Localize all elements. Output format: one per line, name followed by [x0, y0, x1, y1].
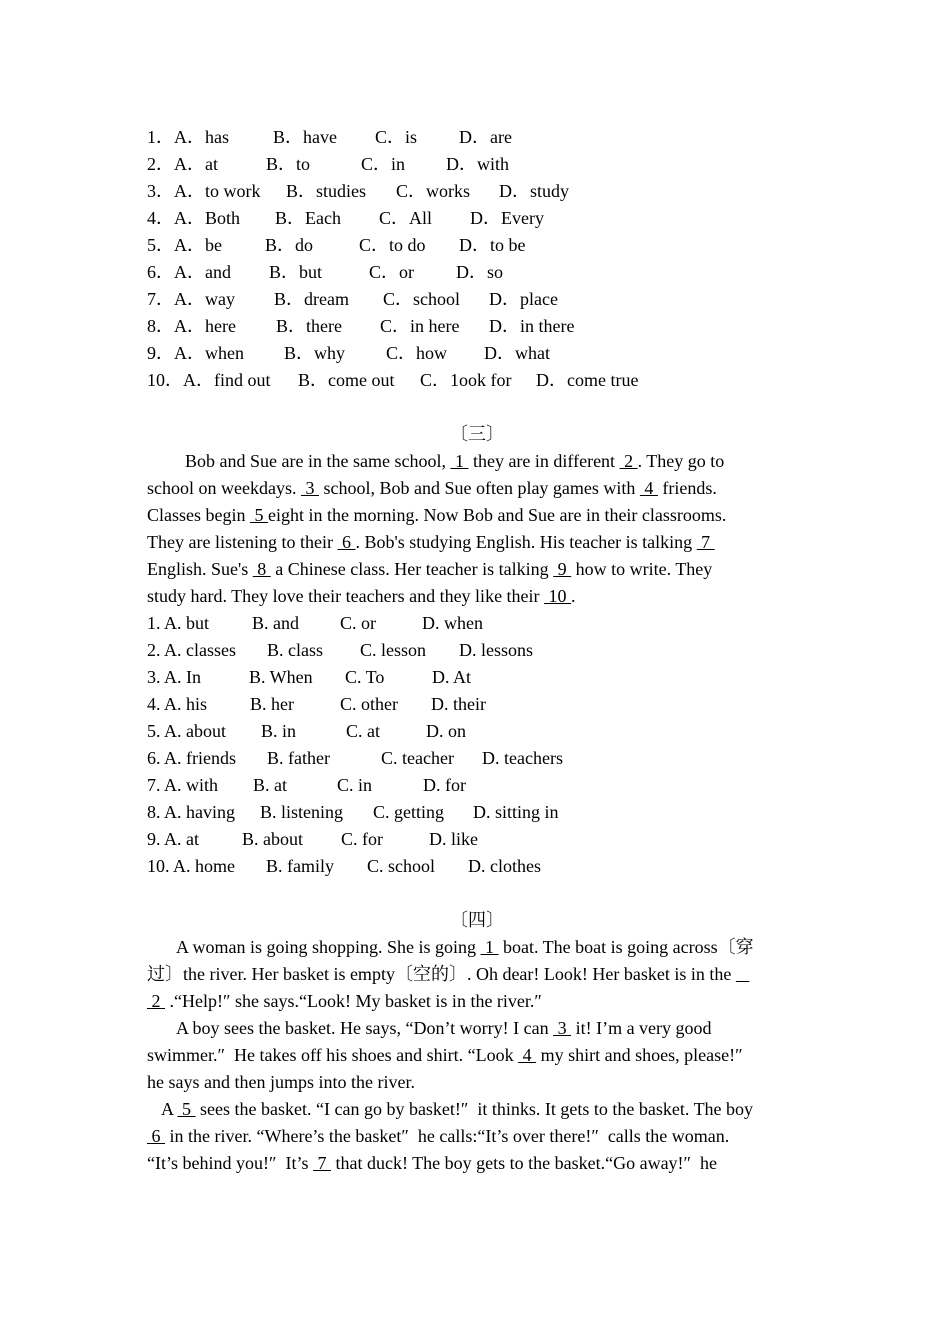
- option-choice: C．how: [386, 343, 448, 363]
- option-choice: B. and: [252, 613, 299, 633]
- blank-number: 9: [553, 559, 572, 579]
- option-choice: B．studies: [286, 181, 367, 201]
- option-choice: D．are: [459, 127, 512, 147]
- option-choice: C．school: [383, 289, 461, 309]
- spacer: [147, 880, 807, 907]
- blank-number: 10: [544, 586, 572, 606]
- option-choice: C. in: [337, 775, 373, 795]
- part3-option-row: [147, 853, 807, 880]
- option-choice: D. when: [422, 613, 483, 633]
- option-choice: 7. A. with: [147, 775, 219, 795]
- part2-option-row: [147, 313, 807, 340]
- option-choice: B. her: [250, 694, 294, 714]
- option-choice: 3. A. In: [147, 667, 201, 687]
- option-choice: B. in: [261, 721, 297, 741]
- option-choice: D．come true: [536, 370, 639, 390]
- part4-passage-line: [147, 961, 807, 988]
- blank-number: 6: [147, 1126, 165, 1146]
- passage-text: They are listening to their: [147, 532, 338, 552]
- passage-text: swimmer.″ He takes off his shoes and shirt. “Look: [147, 1045, 519, 1065]
- passage-text: my shirt and shoes, please!″: [536, 1045, 743, 1065]
- part3-option-row: [147, 691, 807, 718]
- option-choice: C．All: [379, 208, 433, 228]
- option-choice: D．in there: [489, 316, 575, 336]
- option-choice: C. other: [340, 694, 398, 714]
- option-choice: C．in: [361, 154, 406, 174]
- passage-text: . Bob's studying English. His teacher is talking: [355, 532, 697, 552]
- passage-text: in the river. “Where’s the basket″ he calls:“It’s over there!″ calls the woman.: [165, 1126, 730, 1146]
- option-choice: 1. A. but: [147, 613, 210, 633]
- passage-text: he says and then jumps into the river.: [147, 1072, 415, 1092]
- option-choice: 4. A. his: [147, 694, 208, 714]
- passage-text: A: [161, 1099, 178, 1119]
- option-choice: B. at: [253, 775, 287, 795]
- option-choice: 3．A．to work: [147, 181, 261, 201]
- option-choice: 9. A. at: [147, 829, 199, 849]
- option-choice: D. At: [432, 667, 472, 687]
- option-choice: C．in here: [380, 316, 460, 336]
- option-choice: C．1ook for: [420, 370, 512, 390]
- option-choice: B．have: [273, 127, 337, 147]
- option-choice: 5．A．be: [147, 235, 222, 255]
- option-choice: B. class: [267, 640, 323, 660]
- blank-number: 3: [300, 478, 319, 498]
- passage-text: how to write. They: [571, 559, 713, 579]
- part4-passage-line: [147, 1015, 807, 1042]
- option-choice: 8. A. having: [147, 802, 235, 822]
- option-choice: 4．A．Both: [147, 208, 241, 228]
- option-choice: C. teacher: [381, 748, 454, 768]
- part2-option-row: [147, 205, 807, 232]
- part3-option-row: [147, 664, 807, 691]
- part3-passage-line: [147, 556, 807, 583]
- option-choice: D. clothes: [468, 856, 541, 876]
- part4-passage: [147, 934, 807, 1177]
- option-choice: B．dream: [274, 289, 349, 309]
- part3-option-row: [147, 799, 807, 826]
- blank-number: 4: [518, 1045, 537, 1065]
- part3-options: [147, 610, 807, 880]
- blank-number: 8: [252, 559, 271, 579]
- part3-passage-line: [147, 502, 807, 529]
- passage-text: Bob and Sue are in the same school,: [185, 451, 451, 471]
- part4-passage-line: [147, 1123, 807, 1150]
- option-choice: B．why: [284, 343, 346, 363]
- passage-text: Classes begin: [147, 505, 250, 525]
- passage-text: school, Bob and Sue often play games with: [318, 478, 640, 498]
- passage-text: that duck! The boy gets to the basket.“Go away!″ he: [330, 1153, 718, 1173]
- part3-passage-line: [147, 448, 807, 475]
- option-choice: B. father: [267, 748, 330, 768]
- part2-option-row: [147, 124, 807, 151]
- option-choice: 10. A. home: [147, 856, 235, 876]
- passage-text: . They go to: [637, 451, 725, 471]
- option-choice: 7．A．way: [147, 289, 235, 309]
- option-choice: B. family: [266, 856, 334, 876]
- option-choice: 1．A．has: [147, 127, 229, 147]
- option-choice: B．come out: [298, 370, 395, 390]
- part3-passage: [147, 448, 807, 610]
- option-choice: C．or: [369, 262, 414, 282]
- option-choice: 10．A．find out: [147, 370, 271, 390]
- option-choice: C．to do: [359, 235, 426, 255]
- passage-text: “It’s behind you!″ It’s: [147, 1153, 313, 1173]
- spacer: [147, 394, 807, 421]
- blank-number: 7: [312, 1153, 331, 1173]
- option-choice: B．to: [266, 154, 311, 174]
- option-choice: C. for: [341, 829, 383, 849]
- passage-text: 过〕the river. Her basket is empty〔空的〕. Oh dear! Look! Her basket is in the: [147, 964, 736, 984]
- part3-passage-line: [147, 583, 807, 610]
- part2-option-row: [147, 367, 807, 394]
- part4-passage-line: [147, 1042, 807, 1069]
- part2-option-row: [147, 259, 807, 286]
- option-choice: C. getting: [373, 802, 444, 822]
- part3-passage-line: [147, 529, 807, 556]
- option-choice: 6. A. friends: [147, 748, 236, 768]
- option-choice: C. or: [340, 613, 376, 633]
- passage-text: A boy sees the basket. He says, “Don’t worry! I can: [176, 1018, 554, 1038]
- option-choice: B. When: [249, 667, 313, 687]
- part2-options: [147, 124, 807, 394]
- option-choice: D. for: [423, 775, 466, 795]
- option-choice: B．there: [276, 316, 342, 336]
- part3-option-row: [147, 772, 807, 799]
- part2-option-row: [147, 340, 807, 367]
- blank-number: 5: [177, 1099, 196, 1119]
- option-choice: B. listening: [260, 802, 344, 822]
- part4-passage-line: [147, 1069, 807, 1096]
- blank-number: 5: [250, 505, 268, 525]
- part4-passage-line: [147, 1150, 807, 1177]
- part4-heading: 〔四〕: [450, 910, 504, 930]
- part3-option-row: [147, 826, 807, 853]
- option-choice: D．what: [484, 343, 550, 363]
- option-choice: C．works: [396, 181, 471, 201]
- option-choice: C．is: [375, 127, 418, 147]
- option-choice: C. at: [346, 721, 380, 741]
- option-choice: B．but: [269, 262, 323, 282]
- option-choice: D. like: [429, 829, 478, 849]
- part3-option-row: [147, 637, 807, 664]
- blank-number: 1: [480, 937, 499, 957]
- part4-passage-line: [147, 934, 807, 961]
- blank-number: 7: [696, 532, 715, 552]
- option-choice: 9．A．when: [147, 343, 244, 363]
- part2-option-row: [147, 178, 807, 205]
- blank-number: 1: [450, 451, 469, 471]
- passage-text: it! I’m a very good: [571, 1018, 712, 1038]
- part3-option-row: [147, 610, 807, 637]
- option-choice: D. on: [426, 721, 466, 741]
- option-choice: D．study: [499, 181, 570, 201]
- part4-passage-line: [147, 988, 807, 1015]
- option-choice: C. school: [367, 856, 436, 876]
- part3-option-row: [147, 718, 807, 745]
- option-choice: C. lesson: [360, 640, 427, 660]
- option-choice: 8．A．here: [147, 316, 236, 336]
- option-choice: D. their: [431, 694, 486, 714]
- option-choice: D. lessons: [459, 640, 534, 660]
- part3-passage-line: [147, 475, 807, 502]
- option-choice: D．to be: [459, 235, 526, 255]
- option-choice: D. sitting in: [473, 802, 559, 822]
- blank-number: 6: [337, 532, 356, 552]
- passage-text: a Chinese class. Her teacher is talking: [270, 559, 554, 579]
- exam-page: [147, 124, 807, 1177]
- option-choice: 5. A. about: [147, 721, 226, 741]
- option-choice: B．do: [265, 235, 314, 255]
- passage-text: A woman is going shopping. She is going: [176, 937, 481, 957]
- passage-text: friends.: [657, 478, 717, 498]
- option-choice: B．Each: [275, 208, 341, 228]
- option-choice: 6．A．and: [147, 262, 231, 282]
- passage-text: sees the basket. “I can go by basket!″ it thinks. It gets to the basket. The boy: [195, 1099, 754, 1119]
- option-choice: 2．A．at: [147, 154, 218, 174]
- option-choice: D．with: [446, 154, 509, 174]
- part4-passage-line: [147, 1096, 807, 1123]
- part2-option-row: [147, 232, 807, 259]
- part2-option-row: [147, 286, 807, 313]
- blank-number: [736, 964, 750, 984]
- option-choice: D．Every: [470, 208, 544, 228]
- part3-heading: 〔三〕: [450, 424, 504, 444]
- passage-text: .“Help!″ she says.“Look! My basket is in the river.″: [165, 991, 542, 1011]
- option-choice: D．place: [489, 289, 558, 309]
- passage-text: they are in different: [468, 451, 620, 471]
- option-choice: B. about: [242, 829, 303, 849]
- passage-text: eight in the morning. Now Bob and Sue are in their classrooms.: [268, 505, 727, 525]
- option-choice: C. To: [345, 667, 385, 687]
- blank-number: 2: [619, 451, 638, 471]
- passage-text: .: [571, 586, 576, 606]
- part3-option-row: [147, 745, 807, 772]
- option-choice: 2. A. classes: [147, 640, 236, 660]
- option-choice: D. teachers: [482, 748, 563, 768]
- passage-text: English. Sue's: [147, 559, 253, 579]
- passage-text: boat. The boat is going across〔穿: [498, 937, 754, 957]
- blank-number: 4: [639, 478, 658, 498]
- blank-number: 2: [147, 991, 165, 1011]
- passage-text: study hard. They love their teachers and they like their: [147, 586, 545, 606]
- option-choice: D．so: [456, 262, 504, 282]
- passage-text: school on weekdays.: [147, 478, 301, 498]
- blank-number: 3: [553, 1018, 572, 1038]
- part2-option-row: [147, 151, 807, 178]
